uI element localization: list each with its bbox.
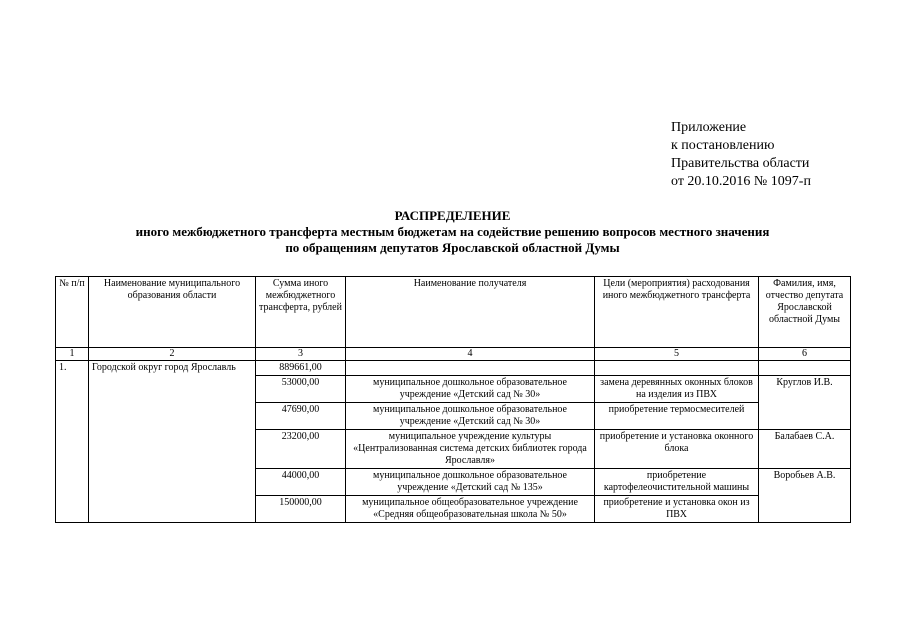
amount-cell: 53000,00 bbox=[256, 376, 346, 403]
header-col-5: Цели (мероприятия) расходования иного межбюджетного трансферта bbox=[595, 277, 759, 348]
header-col-6: Фамилия, имя, отчество депутата Ярославской областной Думы bbox=[759, 277, 851, 348]
deputy-cell: Круглов И.В. bbox=[759, 376, 851, 430]
amount-cell: 44000,00 bbox=[256, 469, 346, 496]
appendix-line-4: от 20.10.2016 № 1097-п bbox=[671, 174, 811, 189]
header-col-1: № п/п bbox=[56, 277, 89, 348]
header-col-3: Сумма иного межбюджетного трансферта, рублей bbox=[256, 277, 346, 348]
recipient-cell: муниципальное дошкольное образовательное учреждение «Детский сад № 30» bbox=[346, 376, 595, 403]
purpose-cell: замена деревянных оконных блоков на изделия из ПВХ bbox=[595, 376, 759, 403]
column-number-row bbox=[56, 348, 851, 361]
appendix-line-2: к постановлению bbox=[671, 138, 775, 153]
recipient-cell: муниципальное учреждение культуры «Централизованная система детских библиотек города Ярославля» bbox=[346, 430, 595, 469]
column-number: 6 bbox=[759, 348, 851, 361]
title-line-3: по обращениям депутатов Ярославской областной Думы bbox=[285, 240, 620, 255]
purpose-cell: приобретение и установка окон из ПВХ bbox=[595, 496, 759, 523]
amount-cell: 23200,00 bbox=[256, 430, 346, 469]
amount-cell: 47690,00 bbox=[256, 403, 346, 430]
recipient-cell: муниципальное дошкольное образовательное учреждение «Детский сад № 30» bbox=[346, 403, 595, 430]
recipient-cell: муниципальное общеобразовательное учреждение «Средняя общеобразовательная школа № 50» bbox=[346, 496, 595, 523]
title-line-2: иного межбюджетного трансферта местным бюджетам на содействие решению вопросов местного значения bbox=[135, 224, 770, 239]
column-number: 1 bbox=[56, 348, 89, 361]
empty-cell bbox=[595, 361, 759, 376]
municipality-cell: Городской округ город Ярославль bbox=[89, 361, 256, 523]
appendix-line-1: Приложение bbox=[671, 120, 747, 135]
deputy-cell: Балабаев С.А. bbox=[759, 430, 851, 469]
total-amount-cell: 889661,00 bbox=[256, 361, 346, 376]
column-number: 3 bbox=[256, 348, 346, 361]
recipient-cell: муниципальное дошкольное образовательное учреждение «Детский сад № 135» bbox=[346, 469, 595, 496]
column-number: 5 bbox=[595, 348, 759, 361]
empty-cell bbox=[346, 361, 595, 376]
deputy-cell: Воробьев А.В. bbox=[759, 469, 851, 523]
document-title bbox=[0, 208, 905, 256]
row-number-cell: 1. bbox=[56, 361, 89, 523]
purpose-cell: приобретение картофелеочистительной машины bbox=[595, 469, 759, 496]
header-col-2: Наименование муниципального образования области bbox=[89, 277, 256, 348]
column-number: 4 bbox=[346, 348, 595, 361]
purpose-cell: приобретение и установка оконного блока bbox=[595, 430, 759, 469]
appendix-block bbox=[671, 119, 811, 191]
header-col-4: Наименование получателя bbox=[346, 277, 595, 348]
distribution-table bbox=[55, 276, 851, 523]
table-row bbox=[56, 361, 851, 376]
empty-cell bbox=[759, 361, 851, 376]
appendix-line-3: Правительства области bbox=[671, 156, 810, 171]
amount-cell: 150000,00 bbox=[256, 496, 346, 523]
title-line-1: РАСПРЕДЕЛЕНИЕ bbox=[394, 208, 511, 223]
column-number: 2 bbox=[89, 348, 256, 361]
purpose-cell: приобретение термосмесителей bbox=[595, 403, 759, 430]
table-header-row bbox=[56, 277, 851, 348]
